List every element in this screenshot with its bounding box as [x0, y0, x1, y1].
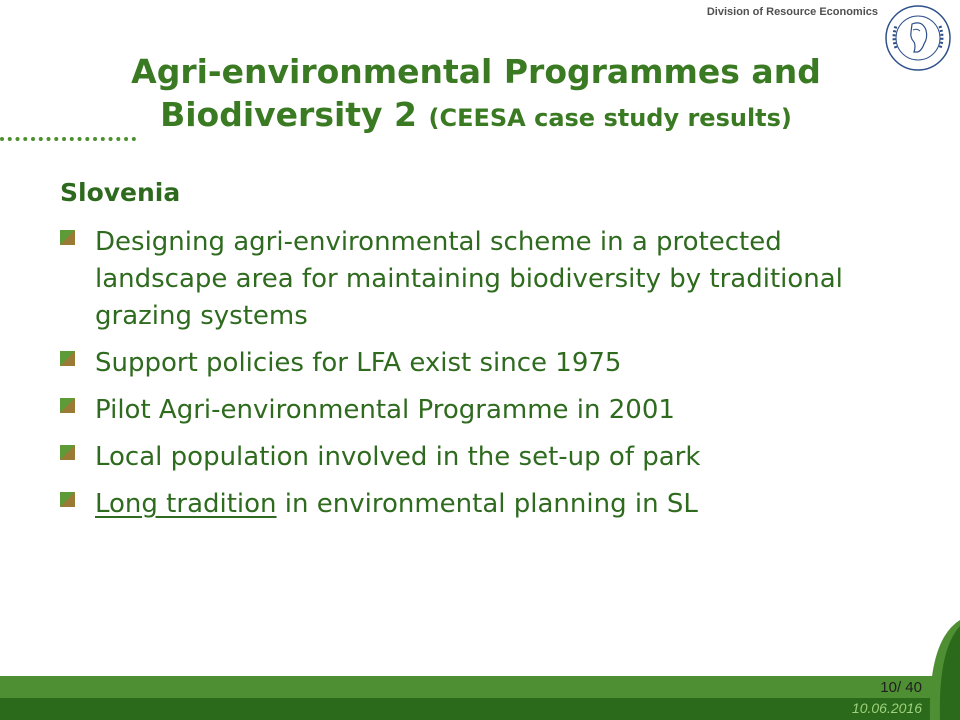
bullet-item [60, 224, 880, 335]
section-heading: Slovenia [60, 178, 181, 207]
slide-title [58, 50, 894, 140]
bullet-square-icon [60, 230, 75, 245]
slide-date: 10.06.2016 [851, 700, 922, 716]
bullet-square-icon [60, 445, 75, 460]
bullet-text: Local population involved in the set-up of park [95, 442, 701, 472]
bullet-item [60, 439, 880, 476]
bullet-item [60, 486, 880, 523]
bullet-text: in environmental planning in SL [276, 489, 698, 519]
bullet-square-icon [60, 398, 75, 413]
footer-swoosh-decoration [920, 620, 960, 720]
page-number: 10/ 40 [880, 679, 922, 696]
bullet-square-icon [60, 492, 75, 507]
bullet-text: Support policies for LFA exist since 1975 [95, 348, 622, 378]
division-label: Division of Resource Economics [706, 6, 878, 18]
bullet-list [60, 224, 880, 533]
bullet-item [60, 345, 880, 382]
title-divider [0, 137, 136, 141]
bullet-square-icon [60, 351, 75, 366]
university-seal-logo [884, 4, 952, 72]
title-main: Agri-environmental Programmes and Biodiversity 2 [131, 52, 821, 134]
footer-band-dark [0, 698, 960, 720]
bullet-text: Pilot Agri-environmental Programme in 2001 [95, 395, 675, 425]
bullet-item [60, 392, 880, 429]
footer-band-light [0, 676, 960, 698]
bullet-text: Designing agri-environmental scheme in a protected landscape area for maintaining biodiversity by traditional grazing systems [95, 227, 843, 331]
bullet-underlined-text: Long tradition [95, 489, 277, 519]
title-subtitle: (CEESA case study results) [428, 104, 792, 132]
